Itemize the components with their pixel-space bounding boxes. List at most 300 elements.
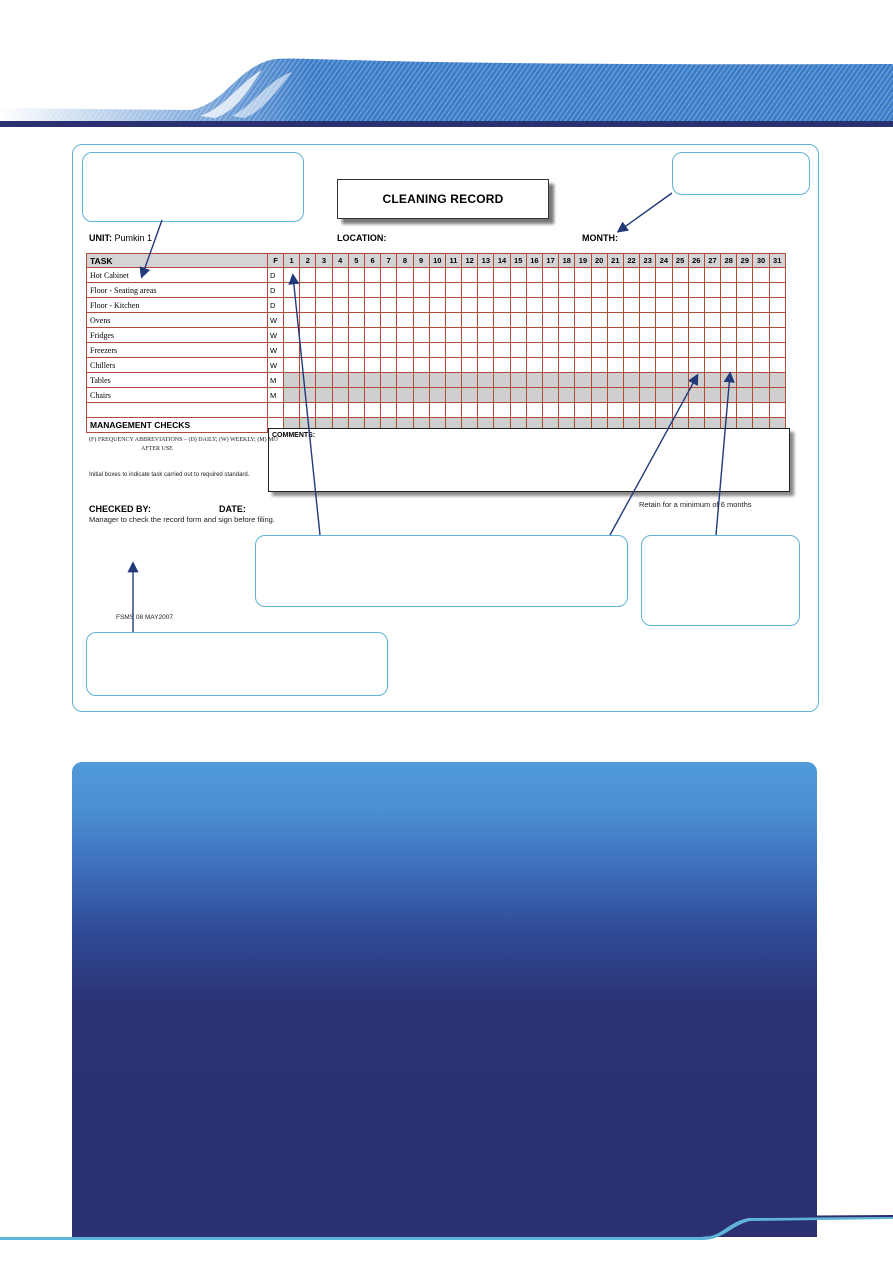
day-cell[interactable] <box>640 268 656 283</box>
day-cell[interactable] <box>348 268 364 283</box>
day-cell[interactable] <box>559 313 575 328</box>
day-cell[interactable] <box>672 343 688 358</box>
day-cell[interactable] <box>300 268 316 283</box>
day-cell[interactable] <box>284 403 300 418</box>
day-cell[interactable] <box>462 358 478 373</box>
day-cell[interactable] <box>445 268 461 283</box>
day-cell[interactable] <box>640 283 656 298</box>
day-cell[interactable] <box>704 343 720 358</box>
day-cell[interactable] <box>364 388 380 403</box>
day-cell[interactable] <box>413 403 429 418</box>
day-cell[interactable] <box>721 403 737 418</box>
day-cell[interactable] <box>494 328 510 343</box>
day-cell[interactable] <box>543 343 559 358</box>
day-cell[interactable] <box>413 373 429 388</box>
day-cell[interactable] <box>526 388 542 403</box>
day-cell[interactable] <box>688 358 704 373</box>
day-cell[interactable] <box>575 403 591 418</box>
day-cell[interactable] <box>704 388 720 403</box>
day-cell[interactable] <box>769 328 785 343</box>
day-cell[interactable] <box>316 328 332 343</box>
day-cell[interactable] <box>381 358 397 373</box>
day-cell[interactable] <box>300 283 316 298</box>
day-cell[interactable] <box>381 373 397 388</box>
day-cell[interactable] <box>397 313 413 328</box>
day-cell[interactable] <box>316 268 332 283</box>
day-cell[interactable] <box>413 268 429 283</box>
day-cell[interactable] <box>462 328 478 343</box>
day-cell[interactable] <box>429 313 445 328</box>
day-cell[interactable] <box>656 403 672 418</box>
day-cell[interactable] <box>575 343 591 358</box>
day-cell[interactable] <box>381 268 397 283</box>
day-cell[interactable] <box>445 328 461 343</box>
day-cell[interactable] <box>316 373 332 388</box>
day-cell[interactable] <box>300 298 316 313</box>
day-cell[interactable] <box>656 268 672 283</box>
day-cell[interactable] <box>510 298 526 313</box>
day-cell[interactable] <box>494 283 510 298</box>
day-cell[interactable] <box>688 343 704 358</box>
day-cell[interactable] <box>753 283 769 298</box>
day-cell[interactable] <box>769 388 785 403</box>
day-cell[interactable] <box>575 373 591 388</box>
day-cell[interactable] <box>656 388 672 403</box>
day-cell[interactable] <box>332 298 348 313</box>
day-cell[interactable] <box>672 358 688 373</box>
day-cell[interactable] <box>316 403 332 418</box>
day-cell[interactable] <box>688 298 704 313</box>
day-cell[interactable] <box>688 283 704 298</box>
day-cell[interactable] <box>543 298 559 313</box>
day-cell[interactable] <box>559 403 575 418</box>
day-cell[interactable] <box>364 358 380 373</box>
day-cell[interactable] <box>462 373 478 388</box>
day-cell[interactable] <box>640 328 656 343</box>
day-cell[interactable] <box>462 343 478 358</box>
day-cell[interactable] <box>607 388 623 403</box>
day-cell[interactable] <box>429 388 445 403</box>
day-cell[interactable] <box>526 403 542 418</box>
day-cell[interactable] <box>623 358 639 373</box>
day-cell[interactable] <box>478 403 494 418</box>
day-cell[interactable] <box>494 358 510 373</box>
day-cell[interactable] <box>769 343 785 358</box>
day-cell[interactable] <box>429 283 445 298</box>
day-cell[interactable] <box>413 298 429 313</box>
day-cell[interactable] <box>284 313 300 328</box>
day-cell[interactable] <box>753 268 769 283</box>
day-cell[interactable] <box>672 268 688 283</box>
day-cell[interactable] <box>381 313 397 328</box>
day-cell[interactable] <box>623 403 639 418</box>
day-cell[interactable] <box>704 328 720 343</box>
day-cell[interactable] <box>462 268 478 283</box>
day-cell[interactable] <box>656 373 672 388</box>
day-cell[interactable] <box>494 403 510 418</box>
day-cell[interactable] <box>640 373 656 388</box>
day-cell[interactable] <box>672 403 688 418</box>
day-cell[interactable] <box>364 283 380 298</box>
day-cell[interactable] <box>769 373 785 388</box>
day-cell[interactable] <box>510 283 526 298</box>
day-cell[interactable] <box>769 298 785 313</box>
day-cell[interactable] <box>445 283 461 298</box>
day-cell[interactable] <box>526 298 542 313</box>
day-cell[interactable] <box>300 388 316 403</box>
day-cell[interactable] <box>429 343 445 358</box>
day-cell[interactable] <box>543 358 559 373</box>
day-cell[interactable] <box>543 313 559 328</box>
day-cell[interactable] <box>348 328 364 343</box>
day-cell[interactable] <box>364 403 380 418</box>
day-cell[interactable] <box>704 403 720 418</box>
day-cell[interactable] <box>478 313 494 328</box>
day-cell[interactable] <box>623 283 639 298</box>
day-cell[interactable] <box>445 358 461 373</box>
day-cell[interactable] <box>284 298 300 313</box>
day-cell[interactable] <box>381 298 397 313</box>
day-cell[interactable] <box>591 388 607 403</box>
day-cell[interactable] <box>688 268 704 283</box>
day-cell[interactable] <box>575 328 591 343</box>
day-cell[interactable] <box>300 328 316 343</box>
day-cell[interactable] <box>721 313 737 328</box>
day-cell[interactable] <box>462 388 478 403</box>
day-cell[interactable] <box>591 343 607 358</box>
day-cell[interactable] <box>300 313 316 328</box>
day-cell[interactable] <box>526 283 542 298</box>
day-cell[interactable] <box>688 403 704 418</box>
day-cell[interactable] <box>478 373 494 388</box>
day-cell[interactable] <box>413 388 429 403</box>
day-cell[interactable] <box>478 268 494 283</box>
day-cell[interactable] <box>316 358 332 373</box>
day-cell[interactable] <box>510 313 526 328</box>
day-cell[interactable] <box>510 268 526 283</box>
day-cell[interactable] <box>348 358 364 373</box>
day-cell[interactable] <box>656 298 672 313</box>
day-cell[interactable] <box>591 313 607 328</box>
day-cell[interactable] <box>656 343 672 358</box>
day-cell[interactable] <box>543 373 559 388</box>
day-cell[interactable] <box>737 298 753 313</box>
day-cell[interactable] <box>753 343 769 358</box>
day-cell[interactable] <box>381 403 397 418</box>
day-cell[interactable] <box>284 328 300 343</box>
day-cell[interactable] <box>737 358 753 373</box>
day-cell[interactable] <box>413 328 429 343</box>
day-cell[interactable] <box>300 373 316 388</box>
day-cell[interactable] <box>478 283 494 298</box>
day-cell[interactable] <box>397 343 413 358</box>
day-cell[interactable] <box>672 313 688 328</box>
day-cell[interactable] <box>332 388 348 403</box>
day-cell[interactable] <box>494 313 510 328</box>
day-cell[interactable] <box>526 373 542 388</box>
day-cell[interactable] <box>429 298 445 313</box>
day-cell[interactable] <box>348 343 364 358</box>
day-cell[interactable] <box>623 343 639 358</box>
day-cell[interactable] <box>640 343 656 358</box>
day-cell[interactable] <box>316 343 332 358</box>
day-cell[interactable] <box>494 388 510 403</box>
day-cell[interactable] <box>753 403 769 418</box>
day-cell[interactable] <box>721 373 737 388</box>
day-cell[interactable] <box>364 298 380 313</box>
day-cell[interactable] <box>316 388 332 403</box>
day-cell[interactable] <box>607 313 623 328</box>
day-cell[interactable] <box>445 298 461 313</box>
day-cell[interactable] <box>300 358 316 373</box>
day-cell[interactable] <box>591 328 607 343</box>
day-cell[interactable] <box>510 328 526 343</box>
day-cell[interactable] <box>364 313 380 328</box>
day-cell[interactable] <box>429 358 445 373</box>
day-cell[interactable] <box>656 328 672 343</box>
day-cell[interactable] <box>559 268 575 283</box>
day-cell[interactable] <box>510 373 526 388</box>
day-cell[interactable] <box>688 373 704 388</box>
day-cell[interactable] <box>543 388 559 403</box>
day-cell[interactable] <box>737 388 753 403</box>
day-cell[interactable] <box>769 313 785 328</box>
day-cell[interactable] <box>753 373 769 388</box>
day-cell[interactable] <box>640 313 656 328</box>
day-cell[interactable] <box>348 388 364 403</box>
day-cell[interactable] <box>364 268 380 283</box>
day-cell[interactable] <box>737 283 753 298</box>
day-cell[interactable] <box>543 328 559 343</box>
day-cell[interactable] <box>284 358 300 373</box>
day-cell[interactable] <box>753 388 769 403</box>
day-cell[interactable] <box>607 343 623 358</box>
day-cell[interactable] <box>575 388 591 403</box>
day-cell[interactable] <box>510 358 526 373</box>
day-cell[interactable] <box>688 388 704 403</box>
day-cell[interactable] <box>445 373 461 388</box>
day-cell[interactable] <box>478 298 494 313</box>
day-cell[interactable] <box>769 268 785 283</box>
day-cell[interactable] <box>413 358 429 373</box>
day-cell[interactable] <box>656 358 672 373</box>
day-cell[interactable] <box>332 283 348 298</box>
day-cell[interactable] <box>381 388 397 403</box>
day-cell[interactable] <box>721 298 737 313</box>
day-cell[interactable] <box>640 298 656 313</box>
day-cell[interactable] <box>478 343 494 358</box>
day-cell[interactable] <box>672 373 688 388</box>
day-cell[interactable] <box>623 298 639 313</box>
day-cell[interactable] <box>429 373 445 388</box>
day-cell[interactable] <box>688 328 704 343</box>
day-cell[interactable] <box>559 283 575 298</box>
day-cell[interactable] <box>769 283 785 298</box>
day-cell[interactable] <box>397 283 413 298</box>
day-cell[interactable] <box>721 388 737 403</box>
day-cell[interactable] <box>721 343 737 358</box>
day-cell[interactable] <box>445 313 461 328</box>
day-cell[interactable] <box>721 328 737 343</box>
day-cell[interactable] <box>397 388 413 403</box>
day-cell[interactable] <box>381 328 397 343</box>
day-cell[interactable] <box>559 388 575 403</box>
day-cell[interactable] <box>591 268 607 283</box>
day-cell[interactable] <box>543 283 559 298</box>
comments-box[interactable] <box>268 428 790 492</box>
day-cell[interactable] <box>575 313 591 328</box>
day-cell[interactable] <box>623 373 639 388</box>
day-cell[interactable] <box>300 403 316 418</box>
day-cell[interactable] <box>543 268 559 283</box>
day-cell[interactable] <box>494 298 510 313</box>
day-cell[interactable] <box>559 373 575 388</box>
day-cell[interactable] <box>348 298 364 313</box>
day-cell[interactable] <box>607 283 623 298</box>
day-cell[interactable] <box>607 298 623 313</box>
day-cell[interactable] <box>704 373 720 388</box>
day-cell[interactable] <box>672 298 688 313</box>
day-cell[interactable] <box>510 403 526 418</box>
day-cell[interactable] <box>445 403 461 418</box>
day-cell[interactable] <box>332 373 348 388</box>
day-cell[interactable] <box>478 358 494 373</box>
day-cell[interactable] <box>640 358 656 373</box>
day-cell[interactable] <box>445 388 461 403</box>
day-cell[interactable] <box>543 403 559 418</box>
day-cell[interactable] <box>478 328 494 343</box>
day-cell[interactable] <box>284 388 300 403</box>
day-cell[interactable] <box>332 358 348 373</box>
day-cell[interactable] <box>300 343 316 358</box>
day-cell[interactable] <box>364 328 380 343</box>
day-cell[interactable] <box>753 313 769 328</box>
day-cell[interactable] <box>753 328 769 343</box>
day-cell[interactable] <box>575 298 591 313</box>
day-cell[interactable] <box>316 313 332 328</box>
day-cell[interactable] <box>688 313 704 328</box>
day-cell[interactable] <box>462 313 478 328</box>
day-cell[interactable] <box>640 388 656 403</box>
day-cell[interactable] <box>607 373 623 388</box>
day-cell[interactable] <box>591 373 607 388</box>
day-cell[interactable] <box>348 283 364 298</box>
day-cell[interactable] <box>332 328 348 343</box>
day-cell[interactable] <box>753 358 769 373</box>
day-cell[interactable] <box>381 283 397 298</box>
day-cell[interactable] <box>753 298 769 313</box>
day-cell[interactable] <box>591 283 607 298</box>
day-cell[interactable] <box>737 373 753 388</box>
day-cell[interactable] <box>737 328 753 343</box>
day-cell[interactable] <box>316 283 332 298</box>
day-cell[interactable] <box>316 298 332 313</box>
day-cell[interactable] <box>704 313 720 328</box>
day-cell[interactable] <box>332 268 348 283</box>
day-cell[interactable] <box>510 388 526 403</box>
day-cell[interactable] <box>462 298 478 313</box>
day-cell[interactable] <box>397 268 413 283</box>
day-cell[interactable] <box>656 283 672 298</box>
day-cell[interactable] <box>575 268 591 283</box>
day-cell[interactable] <box>413 313 429 328</box>
day-cell[interactable] <box>721 358 737 373</box>
day-cell[interactable] <box>526 313 542 328</box>
day-cell[interactable] <box>510 343 526 358</box>
day-cell[interactable] <box>704 298 720 313</box>
day-cell[interactable] <box>284 283 300 298</box>
day-cell[interactable] <box>623 328 639 343</box>
day-cell[interactable] <box>526 343 542 358</box>
day-cell[interactable] <box>494 343 510 358</box>
day-cell[interactable] <box>672 388 688 403</box>
day-cell[interactable] <box>397 403 413 418</box>
day-cell[interactable] <box>348 313 364 328</box>
day-cell[interactable] <box>332 343 348 358</box>
day-cell[interactable] <box>284 373 300 388</box>
day-cell[interactable] <box>462 403 478 418</box>
day-cell[interactable] <box>526 268 542 283</box>
day-cell[interactable] <box>672 328 688 343</box>
day-cell[interactable] <box>591 403 607 418</box>
day-cell[interactable] <box>348 373 364 388</box>
day-cell[interactable] <box>429 328 445 343</box>
day-cell[interactable] <box>656 313 672 328</box>
day-cell[interactable] <box>704 268 720 283</box>
day-cell[interactable] <box>640 403 656 418</box>
day-cell[interactable] <box>559 358 575 373</box>
day-cell[interactable] <box>397 373 413 388</box>
day-cell[interactable] <box>607 403 623 418</box>
day-cell[interactable] <box>721 283 737 298</box>
day-cell[interactable] <box>591 298 607 313</box>
day-cell[interactable] <box>737 313 753 328</box>
day-cell[interactable] <box>348 403 364 418</box>
day-cell[interactable] <box>704 358 720 373</box>
day-cell[interactable] <box>575 358 591 373</box>
day-cell[interactable] <box>397 358 413 373</box>
day-cell[interactable] <box>737 268 753 283</box>
day-cell[interactable] <box>478 388 494 403</box>
day-cell[interactable] <box>364 373 380 388</box>
day-cell[interactable] <box>591 358 607 373</box>
day-cell[interactable] <box>526 358 542 373</box>
day-cell[interactable] <box>381 343 397 358</box>
day-cell[interactable] <box>769 358 785 373</box>
day-cell[interactable] <box>526 328 542 343</box>
day-cell[interactable] <box>462 283 478 298</box>
day-cell[interactable] <box>704 283 720 298</box>
day-cell[interactable] <box>623 388 639 403</box>
day-cell[interactable] <box>623 268 639 283</box>
day-cell[interactable] <box>737 343 753 358</box>
day-cell[interactable] <box>607 328 623 343</box>
day-cell[interactable] <box>429 403 445 418</box>
day-cell[interactable] <box>494 373 510 388</box>
day-cell[interactable] <box>769 403 785 418</box>
day-cell[interactable] <box>672 283 688 298</box>
day-cell[interactable] <box>559 298 575 313</box>
day-cell[interactable] <box>721 268 737 283</box>
day-cell[interactable] <box>332 403 348 418</box>
day-cell[interactable] <box>494 268 510 283</box>
day-cell[interactable] <box>284 268 300 283</box>
day-cell[interactable] <box>364 343 380 358</box>
day-cell[interactable] <box>607 268 623 283</box>
day-cell[interactable] <box>284 343 300 358</box>
day-cell[interactable] <box>737 403 753 418</box>
day-cell[interactable] <box>559 328 575 343</box>
